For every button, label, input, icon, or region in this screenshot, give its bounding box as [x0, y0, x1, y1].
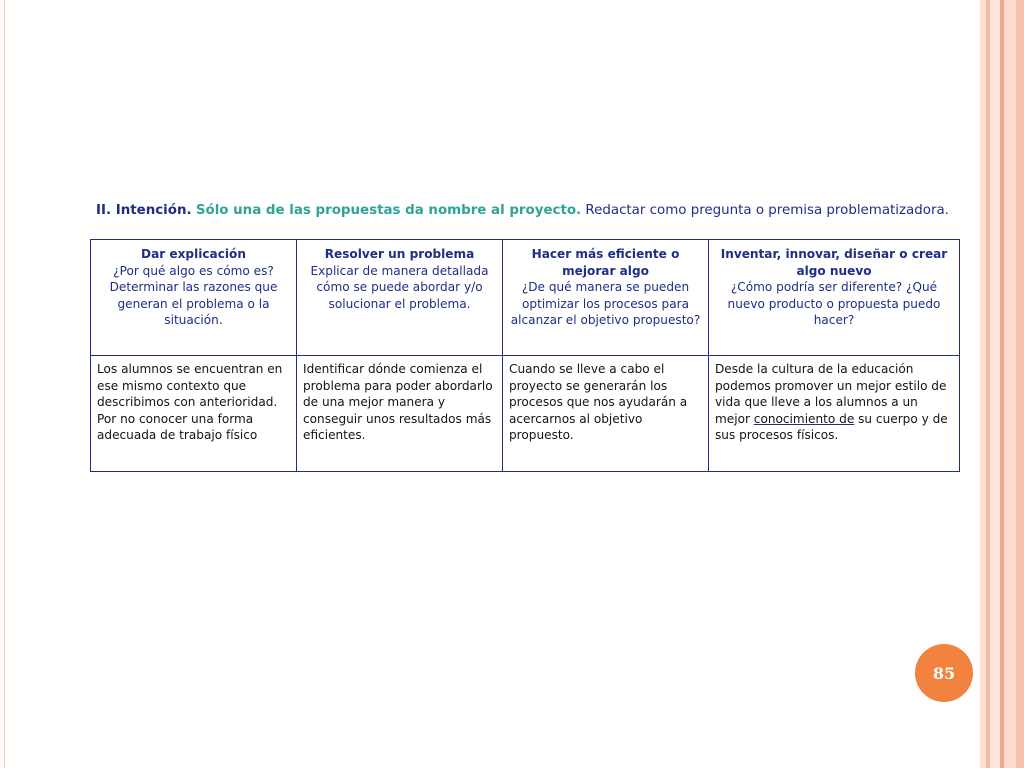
header-cell [709, 240, 960, 356]
cell-text-start: Desde la cultura de la educación podemos promover un mejor estilo de vida que lleve a los alumnos a un mejor [715, 362, 947, 426]
header-description: ¿De qué manera se pueden optimizar los procesos para alcanzar el objetivo propuesto? [510, 280, 701, 327]
stripe [1016, 0, 1024, 768]
header-cell [503, 240, 709, 356]
header-title: Resolver un problema [324, 247, 475, 261]
header-cell [91, 240, 297, 356]
header-cell [297, 240, 503, 356]
table-header-row [91, 240, 960, 356]
cell-text-end: su cuerpo y de sus procesos físicos. [715, 411, 948, 442]
header-title: Hacer más eficiente o mejorar algo [531, 247, 680, 278]
cell-text: Identificar dónde comienza el problema para poder abordarlo de una mejor manera y conseguir unos resultados más eficientes. [303, 362, 493, 442]
stripe [990, 0, 1000, 768]
header-description: ¿Cómo podría ser diferente? ¿Qué nuevo producto o propuesta puedo hacer? [727, 280, 941, 327]
heading-note: Redactar como pregunta o premisa problematizadora. [585, 203, 949, 218]
table-cell [709, 356, 960, 472]
right-decorative-stripes [980, 0, 1024, 768]
table-cell [503, 356, 709, 472]
table-cell [91, 356, 297, 472]
cell-text: Cuando se lleve a cabo el proyecto se generarán los procesos que nos ayudarán a acercarnos al objetivo propuesto. [509, 362, 688, 442]
page-number: 85 [932, 663, 956, 683]
cell-text-underlined: conocimiento de [753, 411, 855, 426]
section-heading [96, 203, 956, 218]
stripe [1004, 0, 1016, 768]
cell-text: Los alumnos se encuentran en ese mismo contexto que describimos con anterioridad. Por no conocer una forma adecuada de trabajo físico [97, 362, 283, 442]
header-description: ¿Por qué algo es cómo es? Determinar las razones que generan el problema o la situación. [109, 263, 278, 327]
header-description: Explicar de manera detallada cómo se puede abordar y/o solucionar el problema. [310, 263, 489, 311]
header-title: Dar explicación [141, 247, 246, 261]
page-number-badge [915, 644, 973, 702]
table-row [91, 356, 960, 472]
heading-instruction: Sólo una de las propuestas da nombre al proyecto. [195, 203, 582, 218]
table-cell [297, 356, 503, 472]
left-border-line [4, 0, 5, 768]
header-title: Inventar, innovar, diseñar o crear algo nuevo [720, 247, 948, 278]
intention-table [90, 239, 960, 472]
heading-label: II. Intención. [96, 203, 192, 218]
